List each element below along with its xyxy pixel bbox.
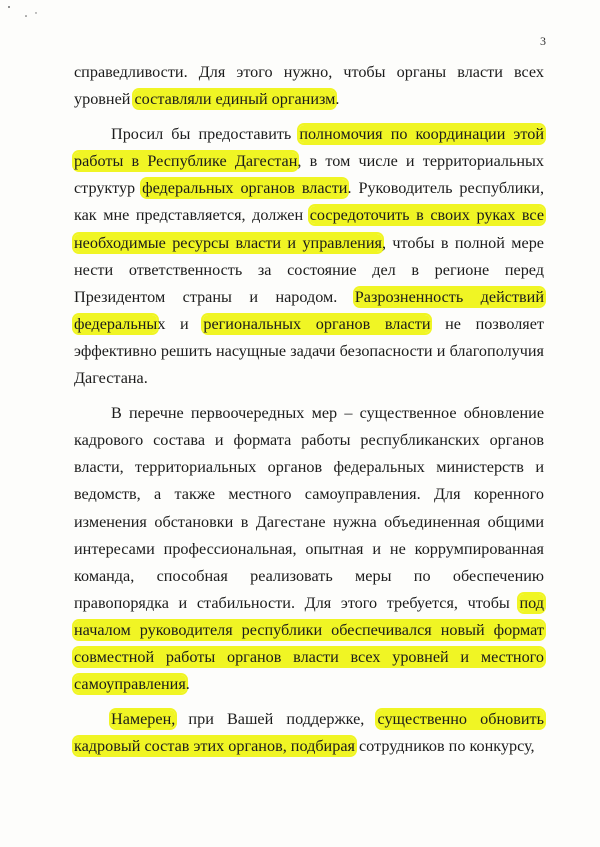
text-segment: , чтобы в полной мере (381, 233, 544, 252)
text-line (74, 509, 544, 536)
highlighted-text: полномочия по координации этой (299, 125, 544, 144)
highlighted-text: кадровый состав этих органов, подбирая (74, 737, 355, 756)
text-segment: Дагестана. (74, 369, 148, 388)
text-segment: справедливости. Для этого нужно, чтобы органы власти всех (74, 63, 544, 81)
text-segment: как мне представляется, должен (74, 206, 310, 225)
paragraph (74, 706, 544, 760)
paragraph (74, 59, 544, 113)
highlighted-text: региональных органов власти (203, 314, 431, 333)
text-segment: уровней (74, 90, 135, 109)
text-segment: нести ответственность за состояние дел в регионе перед (74, 260, 544, 279)
text-line (74, 563, 544, 590)
text-segment: структур (74, 179, 143, 198)
text-segment: ведомств, а также местного самоуправления. Для коренного (74, 485, 544, 504)
text-line (74, 536, 544, 563)
highlighted-text: самоуправления (74, 675, 186, 694)
text-segment: команда, способная реализовать меры по обеспечению (74, 566, 544, 585)
text-line (74, 257, 544, 284)
highlighted-text: Разрозненность действий (354, 287, 544, 306)
text-segment: правопорядка и стабильности. Для этого требуется, чтобы (74, 593, 520, 612)
highlighted-text: Намерен, (111, 710, 176, 729)
text-segment: не позволяет (430, 314, 544, 333)
text-line (74, 400, 544, 427)
text-line (74, 427, 544, 454)
text-line (74, 481, 544, 508)
highlighted-text: существенно обновить (377, 710, 544, 729)
highlighted-text: началом руководителя республики обеспечивался новый формат (74, 620, 544, 639)
text-segment: кадрового состава и формата работы республиканских органов (74, 431, 544, 450)
text-line (74, 121, 544, 148)
text-segment: Просил бы предоставить (111, 125, 300, 144)
text-line (74, 230, 544, 257)
highlighted-text: федеральны (74, 314, 158, 333)
text-line (74, 284, 544, 311)
text-segment: интересами профессиональная, опытная и не коррумпированная (74, 539, 544, 558)
text-line (74, 175, 544, 202)
text-line (74, 86, 544, 113)
text-line (74, 671, 544, 698)
text-line (74, 59, 544, 86)
highlighted-text: сосредоточить в своих руках все (309, 206, 545, 225)
document-body (74, 59, 544, 768)
text-line (74, 706, 544, 733)
text-line (74, 617, 544, 644)
text-line (74, 454, 544, 481)
text-line (74, 202, 544, 229)
text-segment: . (335, 90, 340, 109)
text-segment: изменения обстановки в Дагестане нужна объединенная общими (74, 512, 544, 531)
text-line (74, 644, 544, 671)
text-segment: Президентом страны и народом. (74, 287, 355, 306)
text-segment: сотрудников по конкурсу, (354, 737, 535, 756)
text-line (74, 365, 544, 392)
paragraph (74, 400, 544, 698)
highlighted-text: необходимые ресурсы власти и управления (74, 233, 382, 252)
text-segment: , в том числе и территориальных (297, 152, 545, 171)
highlighted-text: составляли единый организм (134, 90, 336, 109)
text-segment: при Вашей поддержке, (175, 710, 378, 729)
scan-specks (0, 0, 60, 40)
text-segment: власти, территориальных органов федеральных министерств и (74, 458, 544, 477)
text-segment: В перечне первоочередных мер – существенное обновление (111, 404, 544, 423)
text-line (74, 311, 544, 338)
text-line (74, 148, 544, 175)
page-number: 3 (540, 34, 546, 48)
highlighted-text: совместной работы органов власти всех уровней и местного (74, 647, 544, 666)
text-segment: . Руководитель республики, (347, 179, 544, 198)
text-line (74, 733, 544, 760)
highlighted-text: федеральных органов власти (142, 179, 348, 198)
text-line (74, 590, 544, 617)
paragraph (74, 121, 544, 392)
text-segment: х и (157, 314, 204, 333)
highlighted-text: под (519, 593, 544, 612)
text-line (74, 338, 544, 365)
highlighted-text: работы в Республике Дагестан (74, 152, 298, 171)
text-segment: . (185, 675, 190, 694)
text-segment: эффективно решить насущные задачи безопасности и благополучия (74, 341, 544, 360)
